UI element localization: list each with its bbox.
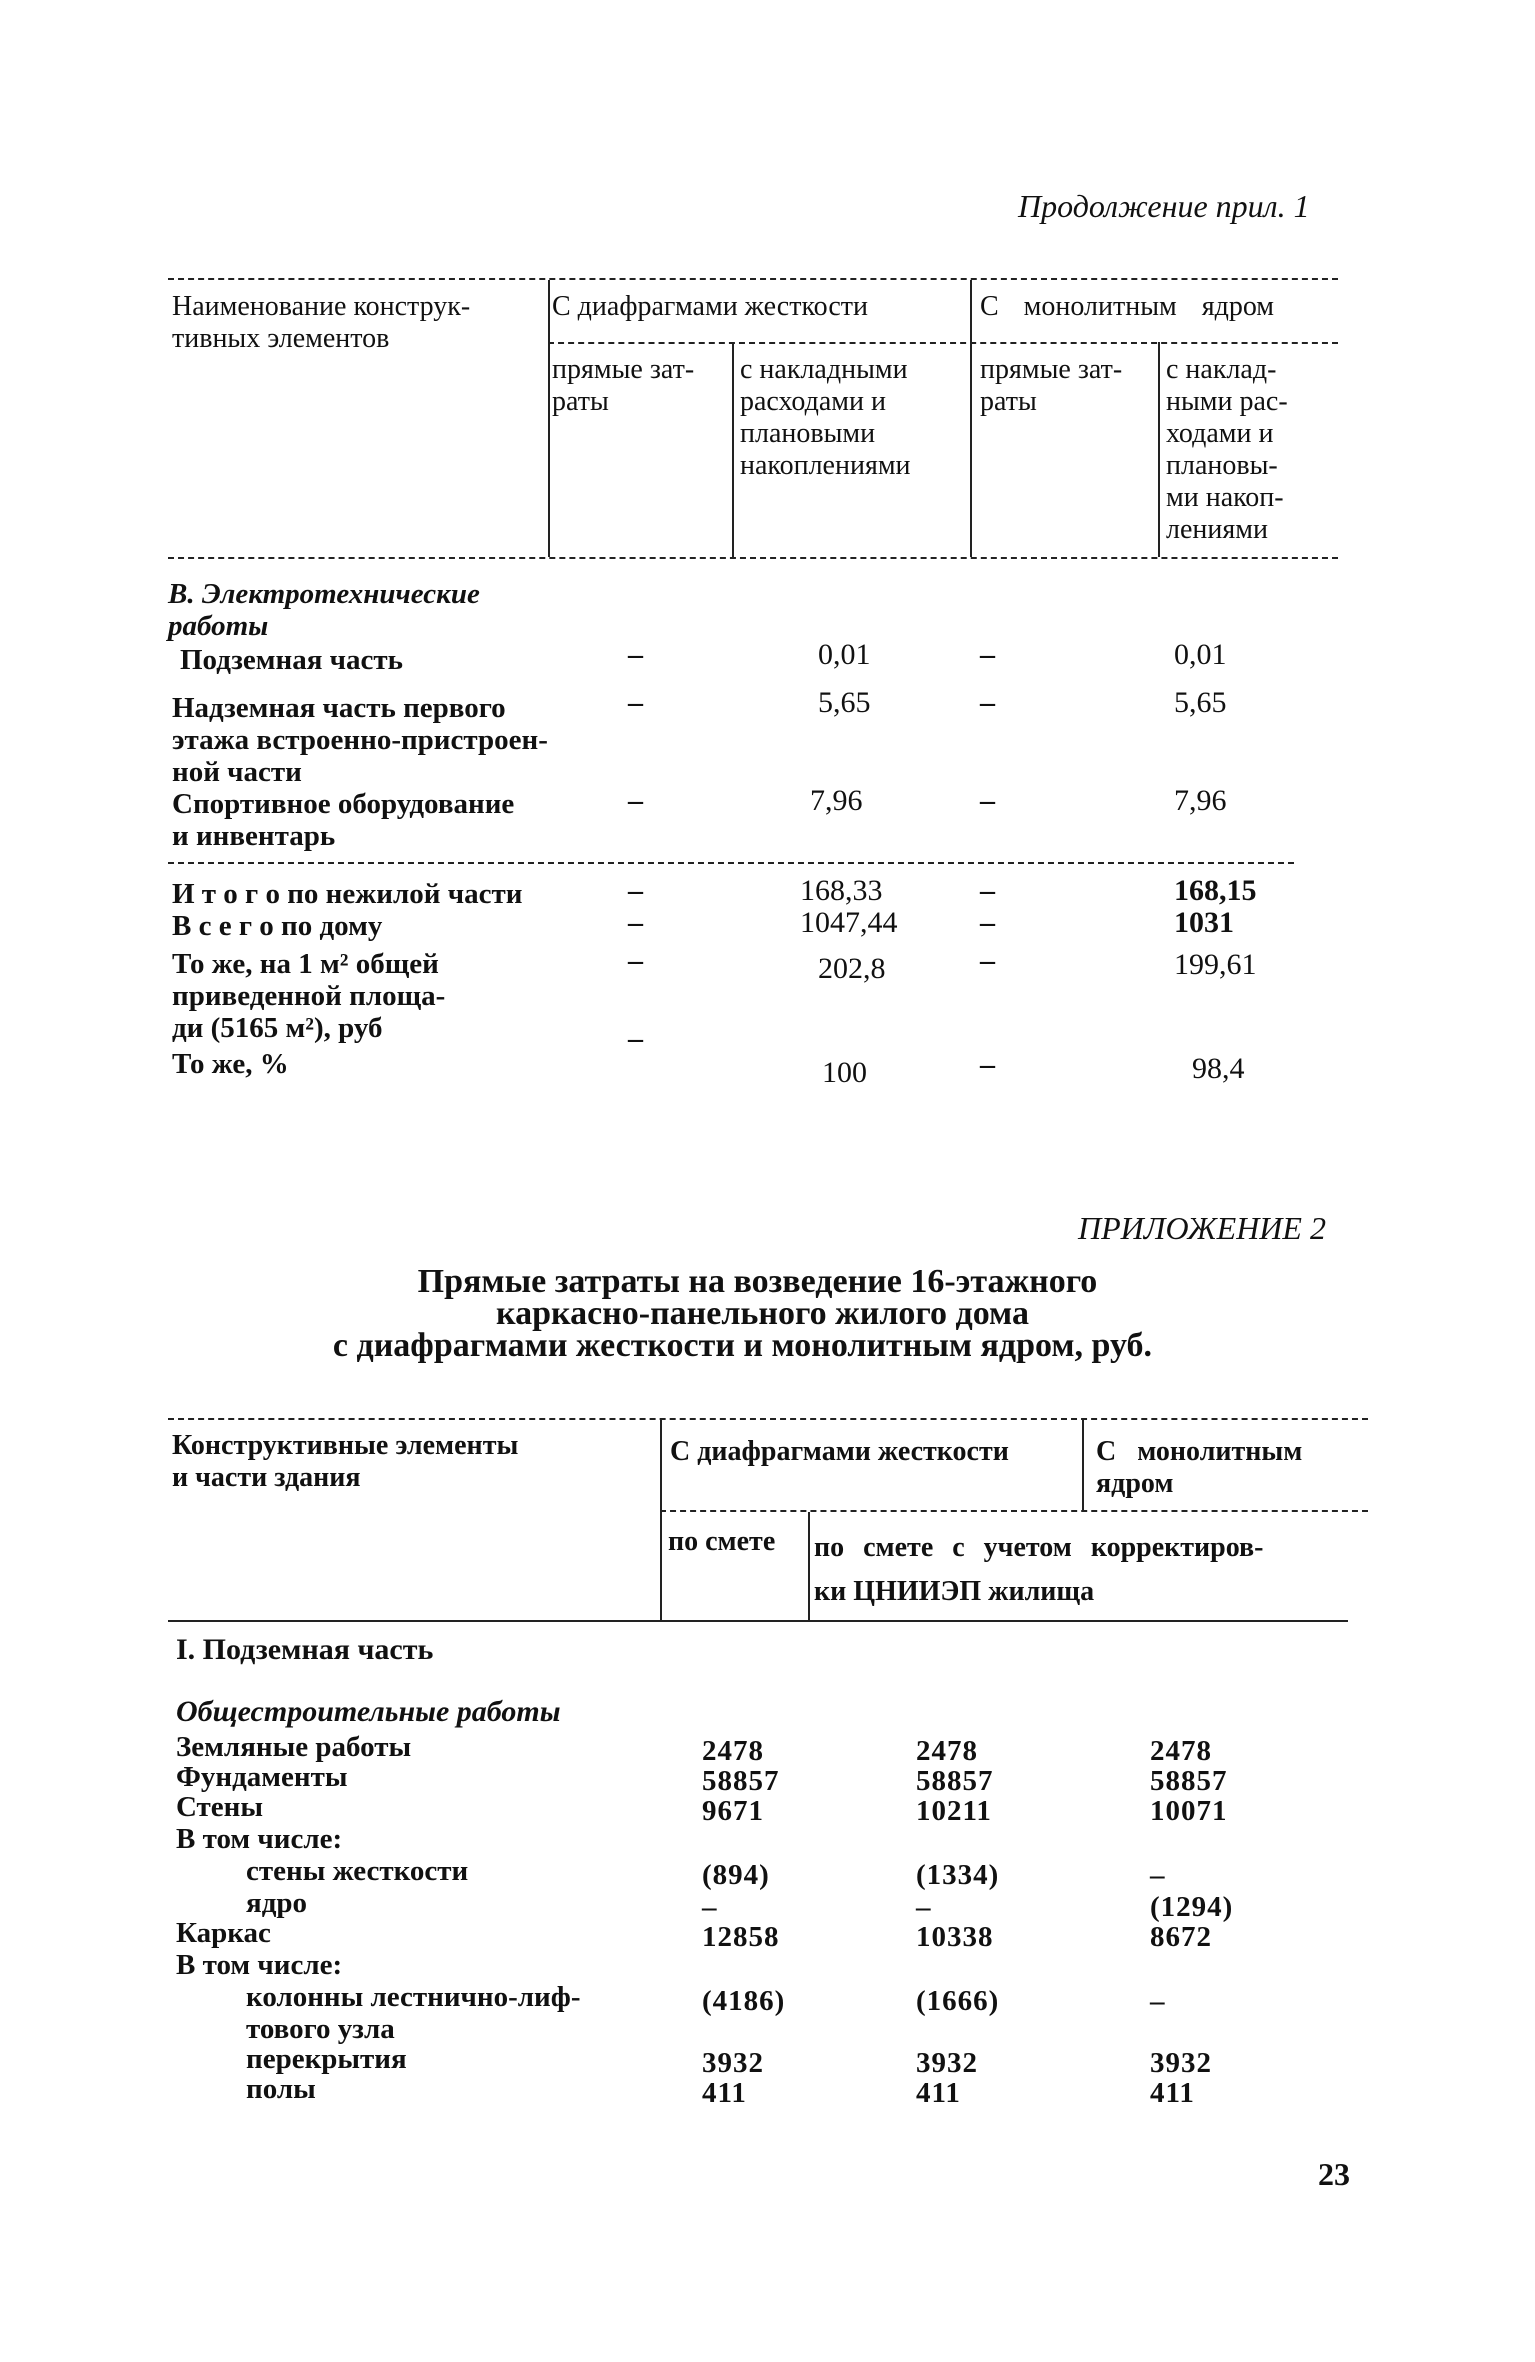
table2-vline-2: [1082, 1420, 1084, 1510]
table1-r2-a2: 7,96: [810, 784, 863, 817]
table1-col-name-header: Наименование конструк- тивных элементов: [172, 291, 471, 354]
table1-t3-b2: 98,4: [1192, 1052, 1245, 1085]
table1-t3-b1: –: [980, 1048, 995, 1081]
table1-header-bottom-rule: [168, 557, 1338, 559]
page-number: 23: [1318, 2156, 1350, 2192]
table1-t2-a2: 202,8: [818, 952, 886, 985]
table1-group-a-header: С диафрагмами жесткости: [552, 291, 868, 322]
table1-group-b-header: С монолитным ядром: [980, 291, 1275, 322]
table1-r1-a1: –: [628, 686, 643, 719]
table1-r0-b2: 0,01: [1174, 638, 1227, 671]
row-label: ядро: [246, 1887, 307, 1919]
table-row: В с е г о по дому: [172, 910, 383, 942]
table2-sub-rule: [660, 1510, 1368, 1512]
table1-t3-a2: 100: [822, 1056, 867, 1089]
table1-t1-a1: –: [628, 906, 643, 939]
table2-sub-1: по смете: [668, 1526, 776, 1557]
table1-sub-rule: [548, 342, 1338, 344]
table1-sub-a1: прямые зат- раты: [552, 354, 695, 417]
table1-t0-a1: –: [628, 874, 643, 907]
row-value-col1: 9671: [702, 1795, 764, 1827]
table-row: Спортивное оборудование и инвентарь: [172, 788, 515, 852]
table2-sub-2: по смете с учетом корректиров- ки ЦНИИЭП жилища: [814, 1532, 1264, 1607]
row-value-col2: 3932: [916, 2047, 978, 2079]
row-value-col1: 2478: [702, 1735, 764, 1767]
row-label: В том числе:: [176, 1823, 343, 1855]
row-value-col2: 411: [916, 2077, 961, 2109]
row-value-col1: 12858: [702, 1921, 780, 1953]
table-row: Надземная часть первого этажа встроенно-пристроен- ной части: [172, 692, 548, 788]
table1-t1-a2: 1047,44: [800, 906, 898, 939]
table1-t1-b2: 1031: [1174, 906, 1234, 939]
row-value-col1: 3932: [702, 2047, 764, 2079]
row-label: колонны лестнично-лиф-: [246, 1981, 581, 2013]
table1-r2-b2: 7,96: [1174, 784, 1227, 817]
table1-t2-a1: –: [628, 944, 643, 977]
row-value-col3: 8672: [1150, 1921, 1212, 1953]
table1-r2-b1: –: [980, 784, 995, 817]
row-value-col1: 411: [702, 2077, 747, 2109]
row-value-col1: (4186): [702, 1985, 786, 2017]
row-value-col3: 411: [1150, 2077, 1195, 2109]
row-value-col2: (1666): [916, 1985, 1000, 2017]
table2-group-a-header: С диафрагмами жесткости: [670, 1436, 1009, 1467]
table2-subsection-title: Общестроительные работы: [176, 1695, 561, 1728]
table1-body-rule: [168, 862, 1294, 864]
row-value-col2: (1334): [916, 1859, 1000, 1891]
table1-r2-a1: –: [628, 784, 643, 817]
table1-r1-a2: 5,65: [818, 686, 871, 719]
row-value-col3: 3932: [1150, 2047, 1212, 2079]
table1-r0-a2: 0,01: [818, 638, 871, 671]
row-value-col3: 58857: [1150, 1765, 1228, 1797]
row-value-col2: –: [916, 1891, 932, 1923]
table1-vline-3: [970, 280, 972, 557]
table1-r1-b1: –: [980, 686, 995, 719]
table1-vline-1: [548, 280, 550, 557]
row-value-col3: 10071: [1150, 1795, 1228, 1827]
table1-t1-b1: –: [980, 906, 995, 939]
row-label: стены жесткости: [246, 1855, 469, 1887]
row-label: Земляные работы: [176, 1731, 412, 1763]
table1-sub-b1: прямые зат- раты: [980, 354, 1123, 417]
row-label: тового узла: [246, 2013, 395, 2045]
row-value-col1: (894): [702, 1859, 770, 1891]
table2-section-title: I. Подземная часть: [176, 1633, 434, 1666]
page-title: Прямые затраты на возведение 16-этажного каркасно-панельного жилого дома с диафрагмами жесткости и монолитным ядром, руб.: [332, 1263, 1153, 1364]
row-label: Каркас: [176, 1917, 271, 1949]
table1-top-rule: [168, 278, 1338, 280]
table2-group-b-header: С монолитным ядром: [1096, 1436, 1303, 1499]
row-value-col1: 58857: [702, 1765, 780, 1797]
row-value-col2: 58857: [916, 1765, 994, 1797]
row-value-col2: 10211: [916, 1795, 992, 1827]
table-row: И т о г о по нежилой части: [172, 878, 523, 910]
row-label: Фундаменты: [176, 1761, 348, 1793]
row-label: Стены: [176, 1791, 264, 1823]
table2-vline-1: [660, 1420, 662, 1620]
table1-t3-a1: –: [628, 1022, 643, 1055]
row-label: В том числе:: [176, 1949, 343, 1981]
table1-t2-b2: 199,61: [1174, 948, 1257, 981]
table1-t2-b1: –: [980, 944, 995, 977]
row-value-col3: 2478: [1150, 1735, 1212, 1767]
row-value-col2: 10338: [916, 1921, 994, 1953]
appendix-label: ПРИЛОЖЕНИЕ 2: [1078, 1210, 1326, 1246]
table1-sub-b2: с наклад- ными рас- ходами и плановы- ми накоп- лениями: [1166, 354, 1288, 545]
table2-header-bottom-rule: [168, 1620, 1348, 1622]
row-value-col2: 2478: [916, 1735, 978, 1767]
table1-sub-a2: с накладными расходами и плановыми накоплениями: [740, 354, 911, 481]
table2-top-rule: [168, 1418, 1368, 1420]
table-row: То же, %: [172, 1048, 289, 1080]
table1-section-title: В. Электротехнические работы: [168, 578, 480, 642]
table1-r0-b1: –: [980, 638, 995, 671]
row-label: полы: [246, 2073, 316, 2105]
table1-t0-a2: 168,33: [800, 874, 883, 907]
row-value-col3: (1294): [1150, 1891, 1234, 1923]
row-value-col3: –: [1150, 1985, 1166, 2017]
table1-t0-b2: 168,15: [1174, 874, 1257, 907]
table1-r0-a1: –: [628, 638, 643, 671]
table1-vline-4: [1158, 342, 1160, 557]
table2-col-name-header: Конструктивные элементы и части здания: [172, 1430, 519, 1493]
table1-t0-b1: –: [980, 874, 995, 907]
table-row: Подземная часть: [180, 644, 403, 676]
row-value-col1: –: [702, 1891, 718, 1923]
table1-vline-2: [732, 342, 734, 557]
running-header: Продолжение прил. 1: [1018, 188, 1310, 224]
table-row: То же, на 1 м² общей приведенной площа- ди (5165 м²), руб: [172, 948, 446, 1044]
row-value-col3: –: [1150, 1859, 1166, 1891]
table2-vline-3: [808, 1512, 810, 1620]
table1-r1-b2: 5,65: [1174, 686, 1227, 719]
row-label: перекрытия: [246, 2043, 407, 2075]
